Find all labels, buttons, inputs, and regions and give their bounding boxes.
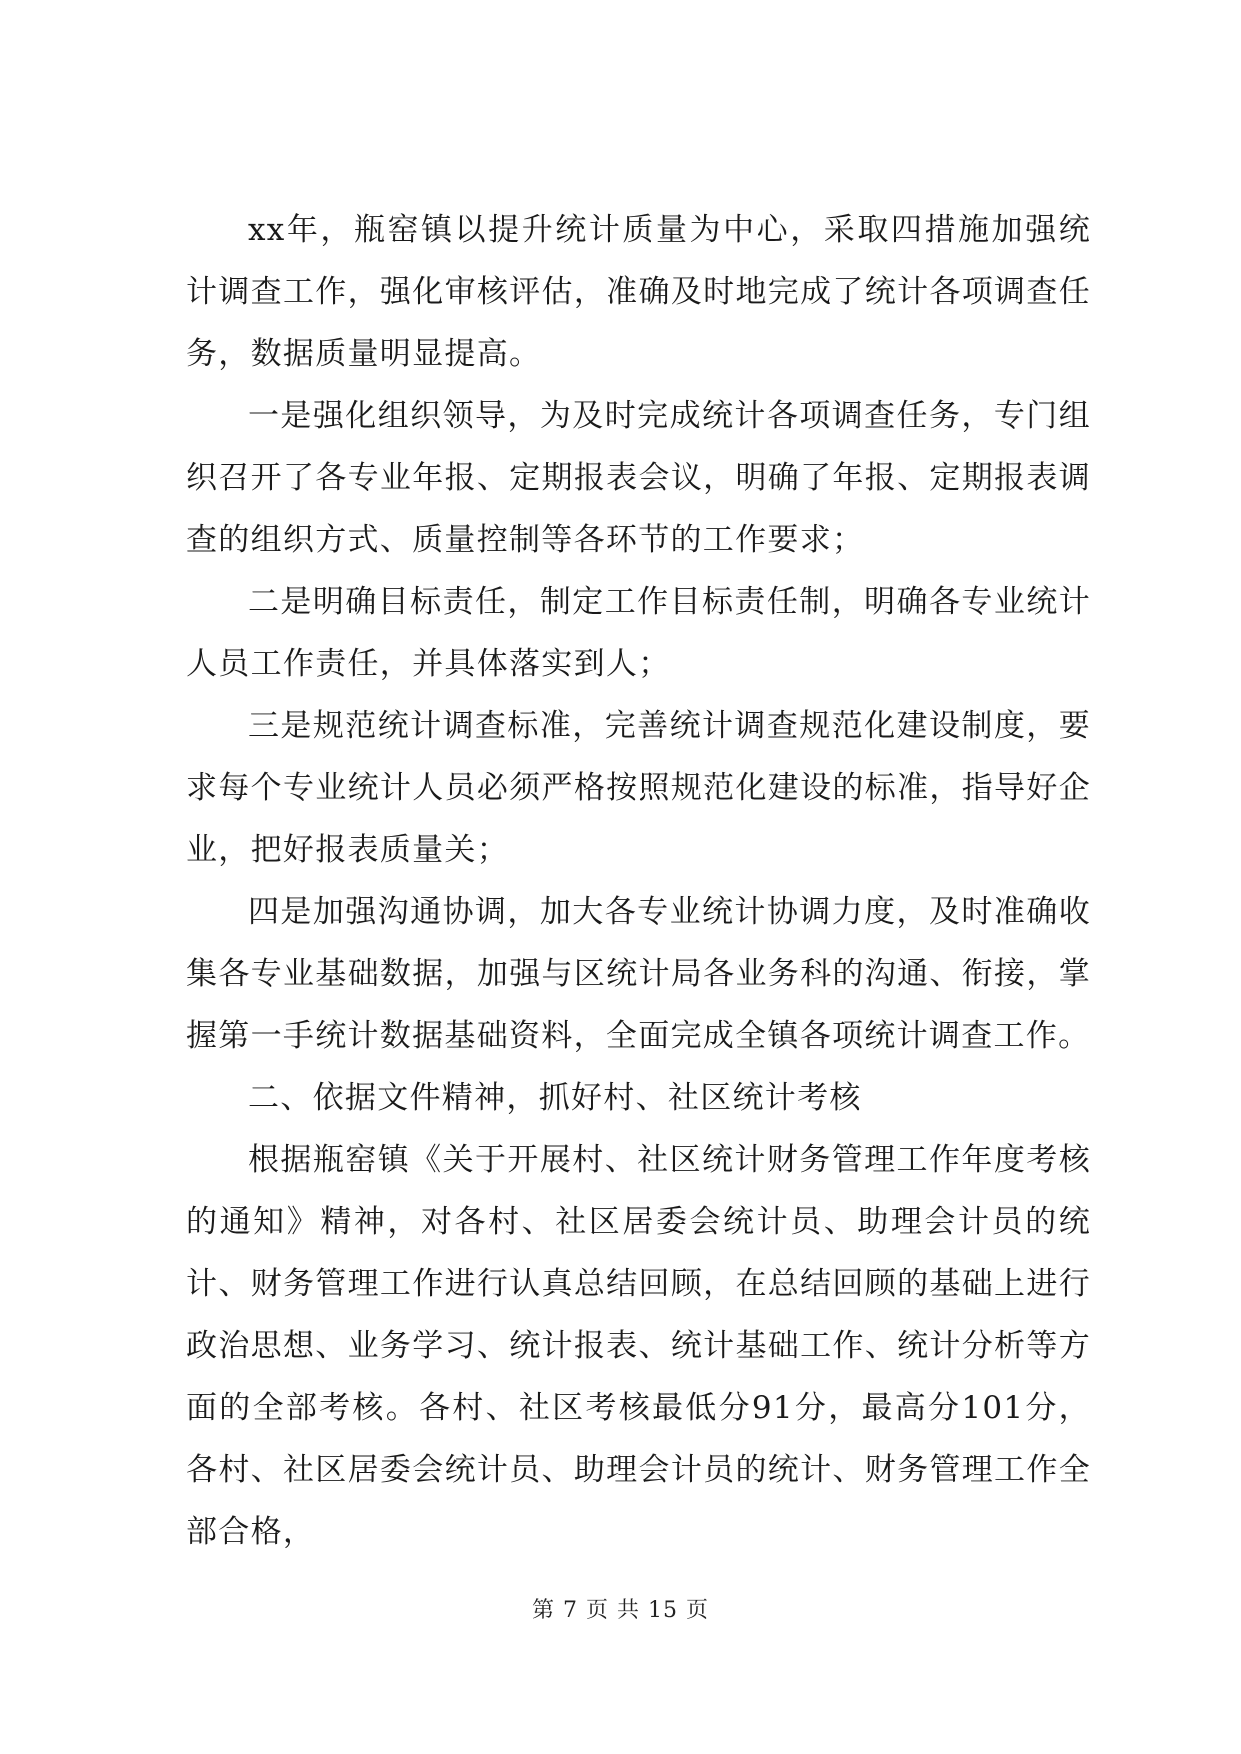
paragraph-measure-one: 一是强化组织领导，为及时完成统计各项调查任务，专门组织召开了各专业年报、定期报表会议，明确了年报、定期报表调查的组织方式、质量控制等各环节的工作要求；: [186, 398, 1091, 558]
section-heading-two: 二、依据文件精神，抓好村、社区统计考核: [248, 1080, 862, 1116]
paragraph-measure-three: 三是规范统计调查标准，完善统计调查规范化建设制度，要求每个专业统计人员必须严格按照规范化建设的标准，指导好企业，把好报表质量关；: [186, 708, 1091, 868]
paragraph-intro: xx年，瓶窑镇以提升统计质量为中心，采取四措施加强统计调查工作，强化审核评估，准确及时地完成了统计各项调查任务，数据质量明显提高。: [186, 212, 1091, 372]
page-number-footer: 第 7 页 共 15 页: [532, 1598, 709, 1623]
document-body: [186, 199, 1091, 1563]
paragraph-assessment: 根据瓶窑镇《关于开展村、社区统计财务管理工作年度考核的通知》精神，对各村、社区居委会统计员、助理会计员的统计、财务管理工作进行认真总结回顾，在总结回顾的基础上进行政治思想、业务学习、统计报表、统计基础工作、统计分析等方面的全部考核。各村、社区考核最低分91分，最高分101分，各村、社区居委会统计员、助理会计员的统计、财务管理工作全部合格，: [186, 1142, 1091, 1550]
paragraph-measure-two: 二是明确目标责任，制定工作目标责任制，明确各专业统计人员工作责任，并具体落实到人；: [186, 584, 1091, 682]
paragraph-measure-four: 四是加强沟通协调，加大各专业统计协调力度，及时准确收集各专业基础数据，加强与区统计局各业务科的沟通、衔接，掌握第一手统计数据基础资料，全面完成全镇各项统计调查工作。: [186, 894, 1091, 1054]
